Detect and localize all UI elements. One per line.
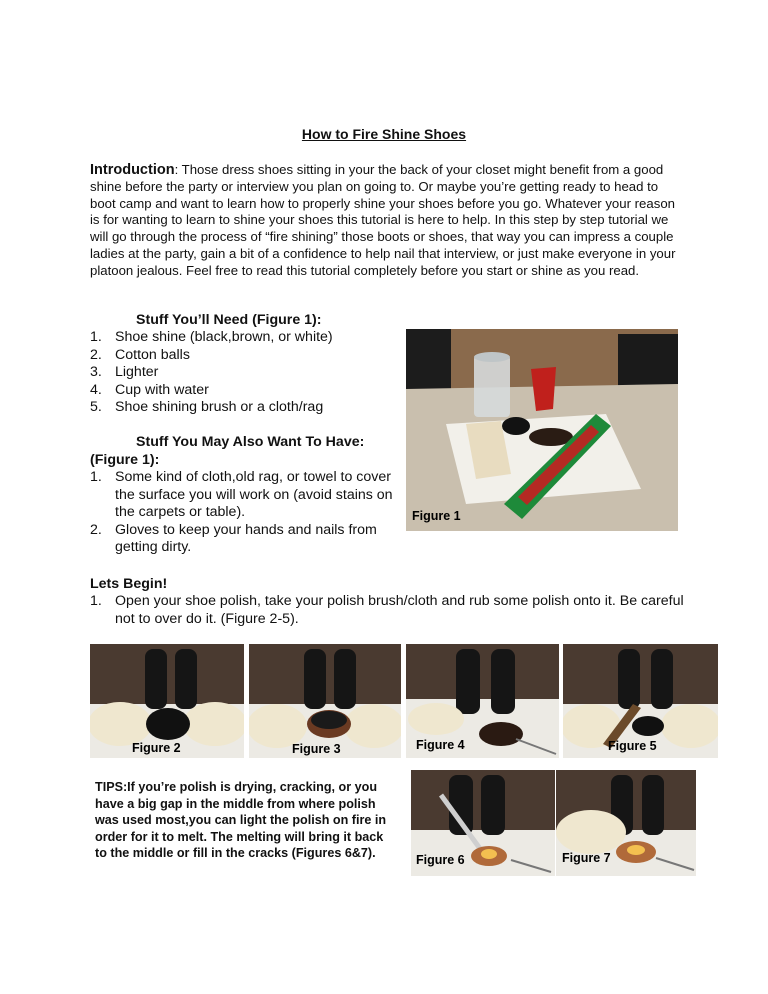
- figure-3-caption: Figure 3: [292, 742, 341, 756]
- figure-6-caption: Figure 6: [416, 853, 465, 867]
- page-title: How to Fire Shine Shoes: [301, 126, 467, 142]
- also-list: [90, 469, 395, 557]
- list-item: 3. Lighter: [90, 364, 159, 381]
- figure-3-photo: [249, 644, 401, 758]
- list-item: 5. Shoe shining brush or a cloth/rag: [90, 399, 324, 416]
- list-item: 2. Cotton balls: [90, 346, 190, 363]
- figure-2-caption: Figure 2: [132, 741, 181, 755]
- list-item: 1. Some kind of cloth,old rag, or towel to cover the surface you will work on (avoid stains on the carpets or table).: [90, 469, 393, 521]
- figure-5-caption: Figure 5: [608, 739, 657, 753]
- need-heading: Stuff You’ll Need (Figure 1):: [136, 312, 322, 328]
- intro-text: : Those dress shoes sitting in your the back of your closet might benefit from a good shine before the party or interview you plan on going to. Or maybe you’re getting ready to head to boot camp and want to learn how to properly shine your shoes before you go. Whatever your reason is for wanting to learn to shine your shoes this tutorial is here to help. In this step by step tutorial we will go through the process of “fire shining” those boots or shoes, that way you can impress a couple ladies at the party, gain a bit of a confidence to help nail that interview, or just make everyone in your platoon jealous. Feel free to read this tutorial completely before you start or shine as you read.: [90, 162, 676, 278]
- need-list: [90, 329, 390, 417]
- also-heading: Stuff You May Also Want To Have:: [136, 434, 365, 450]
- begin-list: [90, 593, 685, 628]
- figure-4-caption: Figure 4: [416, 738, 465, 752]
- list-item: 2. Gloves to keep your hands and nails from getting dirty.: [90, 521, 377, 556]
- intro-label: Introduction: [90, 162, 175, 178]
- figure-1-caption: Figure 1: [412, 509, 461, 523]
- list-item: 1. Shoe shine (black,brown, or white): [90, 329, 333, 345]
- also-subheading: (Figure 1):: [90, 452, 160, 468]
- list-item: 4. Cup with water: [90, 381, 209, 398]
- begin-heading: Lets Begin!: [90, 576, 168, 592]
- figure-7-caption: Figure 7: [562, 851, 611, 865]
- tips-box: TIPS:If you’re polish is drying, cracking, or you have a big gap in the middle from where polish was used most,you can light the polish on fire in order for it to melt. The melting will bring it back to the middle or fill in the cracks (Figures 6&7).: [95, 780, 387, 861]
- intro-paragraph: [90, 162, 682, 280]
- figure-1-photo: [406, 329, 678, 531]
- list-item: 1. Open your shoe polish, take your polish brush/cloth and rub some polish onto it. Be careful not to over do it. (Figure 2-5).: [90, 593, 684, 627]
